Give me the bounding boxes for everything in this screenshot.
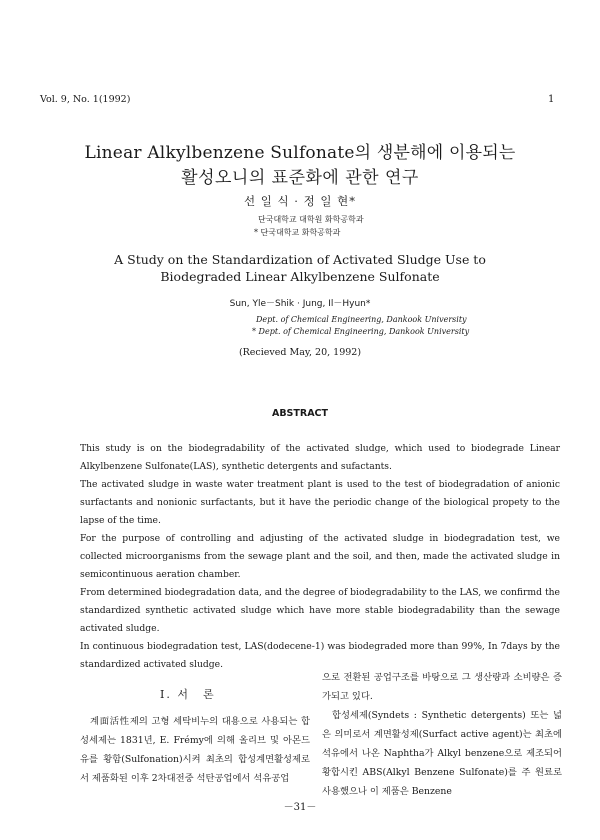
korean-authors: 선 일 식 · 정 일 현* — [244, 194, 356, 208]
korean-title-line-1: Linear Alkylbenzene Sulfonate의 생분해에 이용되는 — [84, 143, 516, 163]
english-title-line-2: Biodegraded Linear Alkylbenzene Sulfonate — [160, 269, 440, 284]
body-paragraph: 계面活性제의 고형 세탁비누의 대용으로 사용되는 합성세제는 1831년, E. Frémy에 의해 올리브 및 아몬드 유를 황함(Sulfonation)시켜 최초의 합성계면활성제로서 제품화된 이후 2차대전중 석탄공업에서 석유공업 — [80, 716, 310, 784]
korean-affiliation-1: 단국대학교 대학원 화학공학과 — [258, 215, 364, 224]
abstract-body — [80, 440, 560, 674]
right-column-text — [322, 668, 562, 801]
english-affiliation-2: * Dept. of Chemical Engineering, Dankook University — [252, 327, 470, 336]
page-number: －31－ — [283, 802, 317, 813]
abstract-paragraph: In continuous biodegradation test, LAS(dodecene-1) was biodegraded more than 99%, In 7days by the standardized activated sludge. — [80, 641, 560, 670]
journal-volume: Vol. 9, No. 1(1992) — [40, 94, 131, 105]
received-date: (Recieved May, 20, 1992) — [238, 347, 362, 358]
abstract-paragraph: The activated sludge in waste water treatment plant is used to the test of biodegradation of anionic surfactants and nonionic surfactants, but it have the periodic change of the biological propety to the lapse of the time. — [80, 479, 560, 526]
abstract-paragraph: This study is on the biodegradability of the activated sludge, which used to biodegrade Linear Alkylbenzene Sulfonate(LAS), synthetic detergents and sufactants. — [80, 443, 560, 472]
body-paragraph: 합성세제(Syndets : Synthetic detergents) 또는 넓은 의미로서 계면활성제(Surfact active agent)는 최초에 석유에서 나온 Naphtha가 Alkyl benzene으로 제조되어 황합시킨 ABS(Alkyl Benzene Sulfonate)를 주 원료로 사용했으나 이 제품은 Benzene — [322, 710, 562, 797]
korean-title-line-2: 활성오니의 표준화에 관한 연구 — [181, 168, 419, 188]
abstract-paragraph: From determined biodegradation data, and the degree of biodegradability to the LAS, we confirmd the standardized synthetic activated sludge which have more stable biodegradability than the sewage activated sludge. — [80, 587, 560, 634]
abstract-paragraph: For the purpose of controlling and adjusting of the activated sludge in biodegradation test, we collected microorganisms from the sewage plant and the soil, and then, made the activated sludge in semicontinuous aeration chamber. — [80, 533, 560, 580]
english-title-line-1: A Study on the Standardization of Activated Sludge Use to — [114, 252, 486, 267]
english-authors: Sun, Yle－Shik · Jung, Il－Hyun* — [229, 299, 371, 309]
korean-affiliation-2: * 단국대학교 화학공학과 — [254, 228, 341, 237]
running-page-number: 1 — [548, 94, 555, 105]
left-column-text — [80, 712, 310, 788]
section-heading-introduction: I. 서 론 — [160, 688, 216, 701]
english-affiliation-1: Dept. of Chemical Engineering, Dankook University — [256, 315, 467, 324]
abstract-heading: ABSTRACT — [271, 408, 329, 419]
body-paragraph: 으로 전환된 공업구조를 바탕으로 그 생산량과 소비량은 증가되고 있다. — [322, 672, 562, 702]
